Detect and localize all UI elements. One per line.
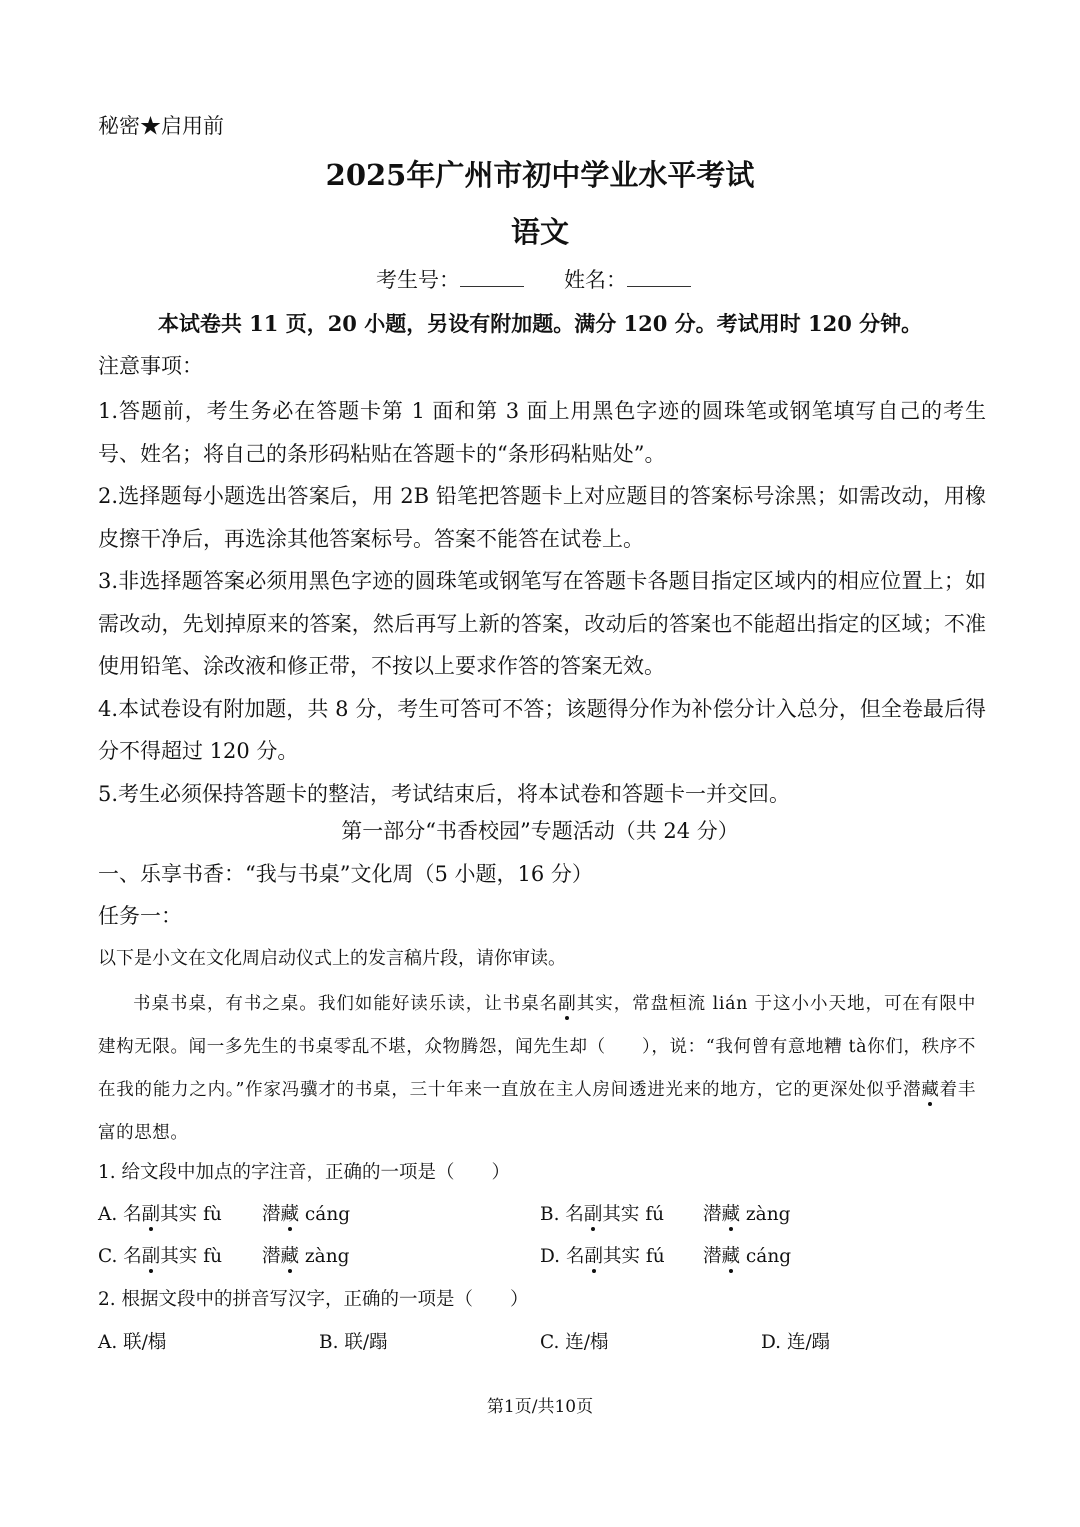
subject-title: 语文: [510, 215, 569, 249]
dotted-char: 副: [583, 1204, 603, 1225]
notice-item: 4.本试卷设有附加题，共 8 分，考生可答可不答；该题得分作为补偿分计入总分，但全卷最后得分不得超过 120 分。: [98, 696, 986, 763]
pinyin: cáng: [745, 1246, 792, 1267]
option-letter: A.: [98, 1332, 118, 1353]
q2-option-c: [540, 1328, 609, 1354]
word: 其实: [160, 1246, 198, 1267]
word: 其实: [160, 1204, 198, 1225]
dotted-char: 藏: [280, 1204, 300, 1225]
dotted-char: 藏: [921, 1080, 940, 1100]
notice-item: 3.非选择题答案必须用黑色字迹的圆珠笔或钢笔写在答题卡各题目指定区域内的相应位置上；如需改动，先划掉原来的答案，然后再写上新的答案，改动后的答案也不能超出指定的区域；不准使用铅笔、涂改液和修正带，不按以上要求作答的答案无效。: [98, 569, 986, 678]
notice-item: 5.考生必须保持答题卡的整洁，考试结束后，将本试卷和答题卡一并交回。: [98, 781, 791, 806]
option-text: 联/榻: [123, 1332, 167, 1353]
notice-heading: 注意事项：: [98, 354, 203, 378]
q2-option-b: [319, 1328, 388, 1354]
q2-option-d: [761, 1328, 830, 1354]
q1-option-a: [98, 1200, 222, 1226]
option-letter: A.: [98, 1204, 118, 1225]
notice-list: [98, 390, 986, 815]
notice-item: 2.选择题每小题选出答案后，用 2B 铅笔把答题卡上对应题目的答案标号涂黑；如需改动，用橡皮擦干净后，再选涂其他答案标号。答案不能答在试卷上。: [98, 484, 986, 551]
dotted-char: 副: [141, 1204, 161, 1225]
candidate-info-line: [376, 264, 691, 294]
pinyin: fù: [203, 1246, 222, 1267]
q2-option-a: [98, 1328, 166, 1354]
word: 名: [123, 1246, 142, 1267]
task-title: 任务一：: [98, 904, 182, 928]
dotted-char: 副: [558, 994, 577, 1014]
confidential-mark: 秘密★启用前: [98, 114, 224, 138]
word: 名: [565, 1246, 585, 1267]
dotted-char: 藏: [721, 1246, 741, 1267]
pinyin: fú: [645, 1204, 665, 1225]
pinyin: fù: [203, 1204, 222, 1225]
dotted-char: 副: [141, 1246, 161, 1267]
option-letter: B.: [540, 1204, 560, 1225]
candidate-no-blank: [460, 268, 524, 287]
word: 其实: [602, 1204, 640, 1225]
option-letter: D.: [540, 1246, 561, 1267]
word: 名: [123, 1204, 142, 1225]
passage-text: 着丰富的思想。: [98, 1080, 976, 1143]
exam-info: 本试卷共 11 页，20 小题，另设有附加题。满分 120 分。考试用时 120 分钟。: [157, 311, 923, 336]
passage-text: 其实，常盘桓流 lián 于这小小天地，可在有限中建构无限。闻一多先生的书桌零乱不堪，众物腾怨，闻先生却（ ），说：“我何曾有意地糟 tà你们，秩序不在我的能力之内。”作家冯骥才的书桌，三十年来一直放在主人房间透进光来的地方，它的更深处似乎潜: [98, 994, 976, 1100]
q1-option-c: [98, 1242, 222, 1268]
word: 其实: [602, 1246, 640, 1267]
word: 名: [565, 1204, 584, 1225]
candidate-no-label: 考生号：: [376, 268, 460, 292]
pinyin: fú: [645, 1246, 665, 1267]
option-text: 连/蹋: [786, 1332, 831, 1353]
word: 潜: [262, 1246, 281, 1267]
pinyin: zàng: [304, 1246, 350, 1267]
pinyin: zàng: [745, 1204, 791, 1225]
name-label: 姓名：: [564, 268, 627, 292]
passage-text: 书桌书桌，有书之桌。我们如能好读乐读，让书桌名: [133, 994, 559, 1014]
q1-option-d-word2: [703, 1242, 791, 1268]
option-letter: C.: [98, 1246, 118, 1267]
dotted-char: 藏: [280, 1246, 300, 1267]
word: 潜: [262, 1204, 281, 1225]
option-text: 连/榻: [565, 1332, 609, 1353]
q1-option-b-word2: [703, 1200, 790, 1226]
notice-item: 1.答题前，考生务必在答题卡第 1 面和第 3 面上用黑色字迹的圆珠笔或钢笔填写自己的考生号、姓名；将自己的条形码粘贴在答题卡的“条形码粘贴处”。: [98, 399, 986, 466]
word: 潜: [703, 1204, 722, 1225]
passage-paragraph: [98, 983, 976, 1155]
section-title: 一、乐享书香：“我与书桌”文化周（5 小题，16 分）: [98, 862, 593, 886]
page-footer: 第1页/共10页: [486, 1397, 594, 1417]
q1-option-d: [540, 1242, 665, 1268]
option-text: 联/蹋: [344, 1332, 388, 1353]
question-2-stem: 2. 根据文段中的拼音写汉字，正确的一项是（ ）: [98, 1289, 529, 1310]
pinyin: cáng: [304, 1204, 351, 1225]
exam-title: 2025年广州市初中学业水平考试: [325, 158, 755, 192]
part-title: 第一部分“书香校园”专题活动（共 24 分）: [341, 819, 739, 843]
name-blank: [627, 268, 691, 287]
q1-option-b: [540, 1200, 664, 1226]
q1-option-a-word2: [262, 1200, 350, 1226]
q1-option-c-word2: [262, 1242, 349, 1268]
task-intro: 以下是小文在文化周启动仪式上的发言稿片段，请你审读。: [98, 948, 566, 969]
option-letter: B.: [319, 1332, 339, 1353]
word: 潜: [703, 1246, 722, 1267]
dotted-char: 藏: [721, 1204, 741, 1225]
option-letter: D.: [761, 1332, 782, 1353]
option-letter: C.: [540, 1332, 560, 1353]
reading-passage: [98, 983, 976, 1155]
question-1-stem: 1. 给文段中加点的字注音，正确的一项是（ ）: [98, 1162, 511, 1183]
dotted-char: 副: [584, 1246, 603, 1267]
